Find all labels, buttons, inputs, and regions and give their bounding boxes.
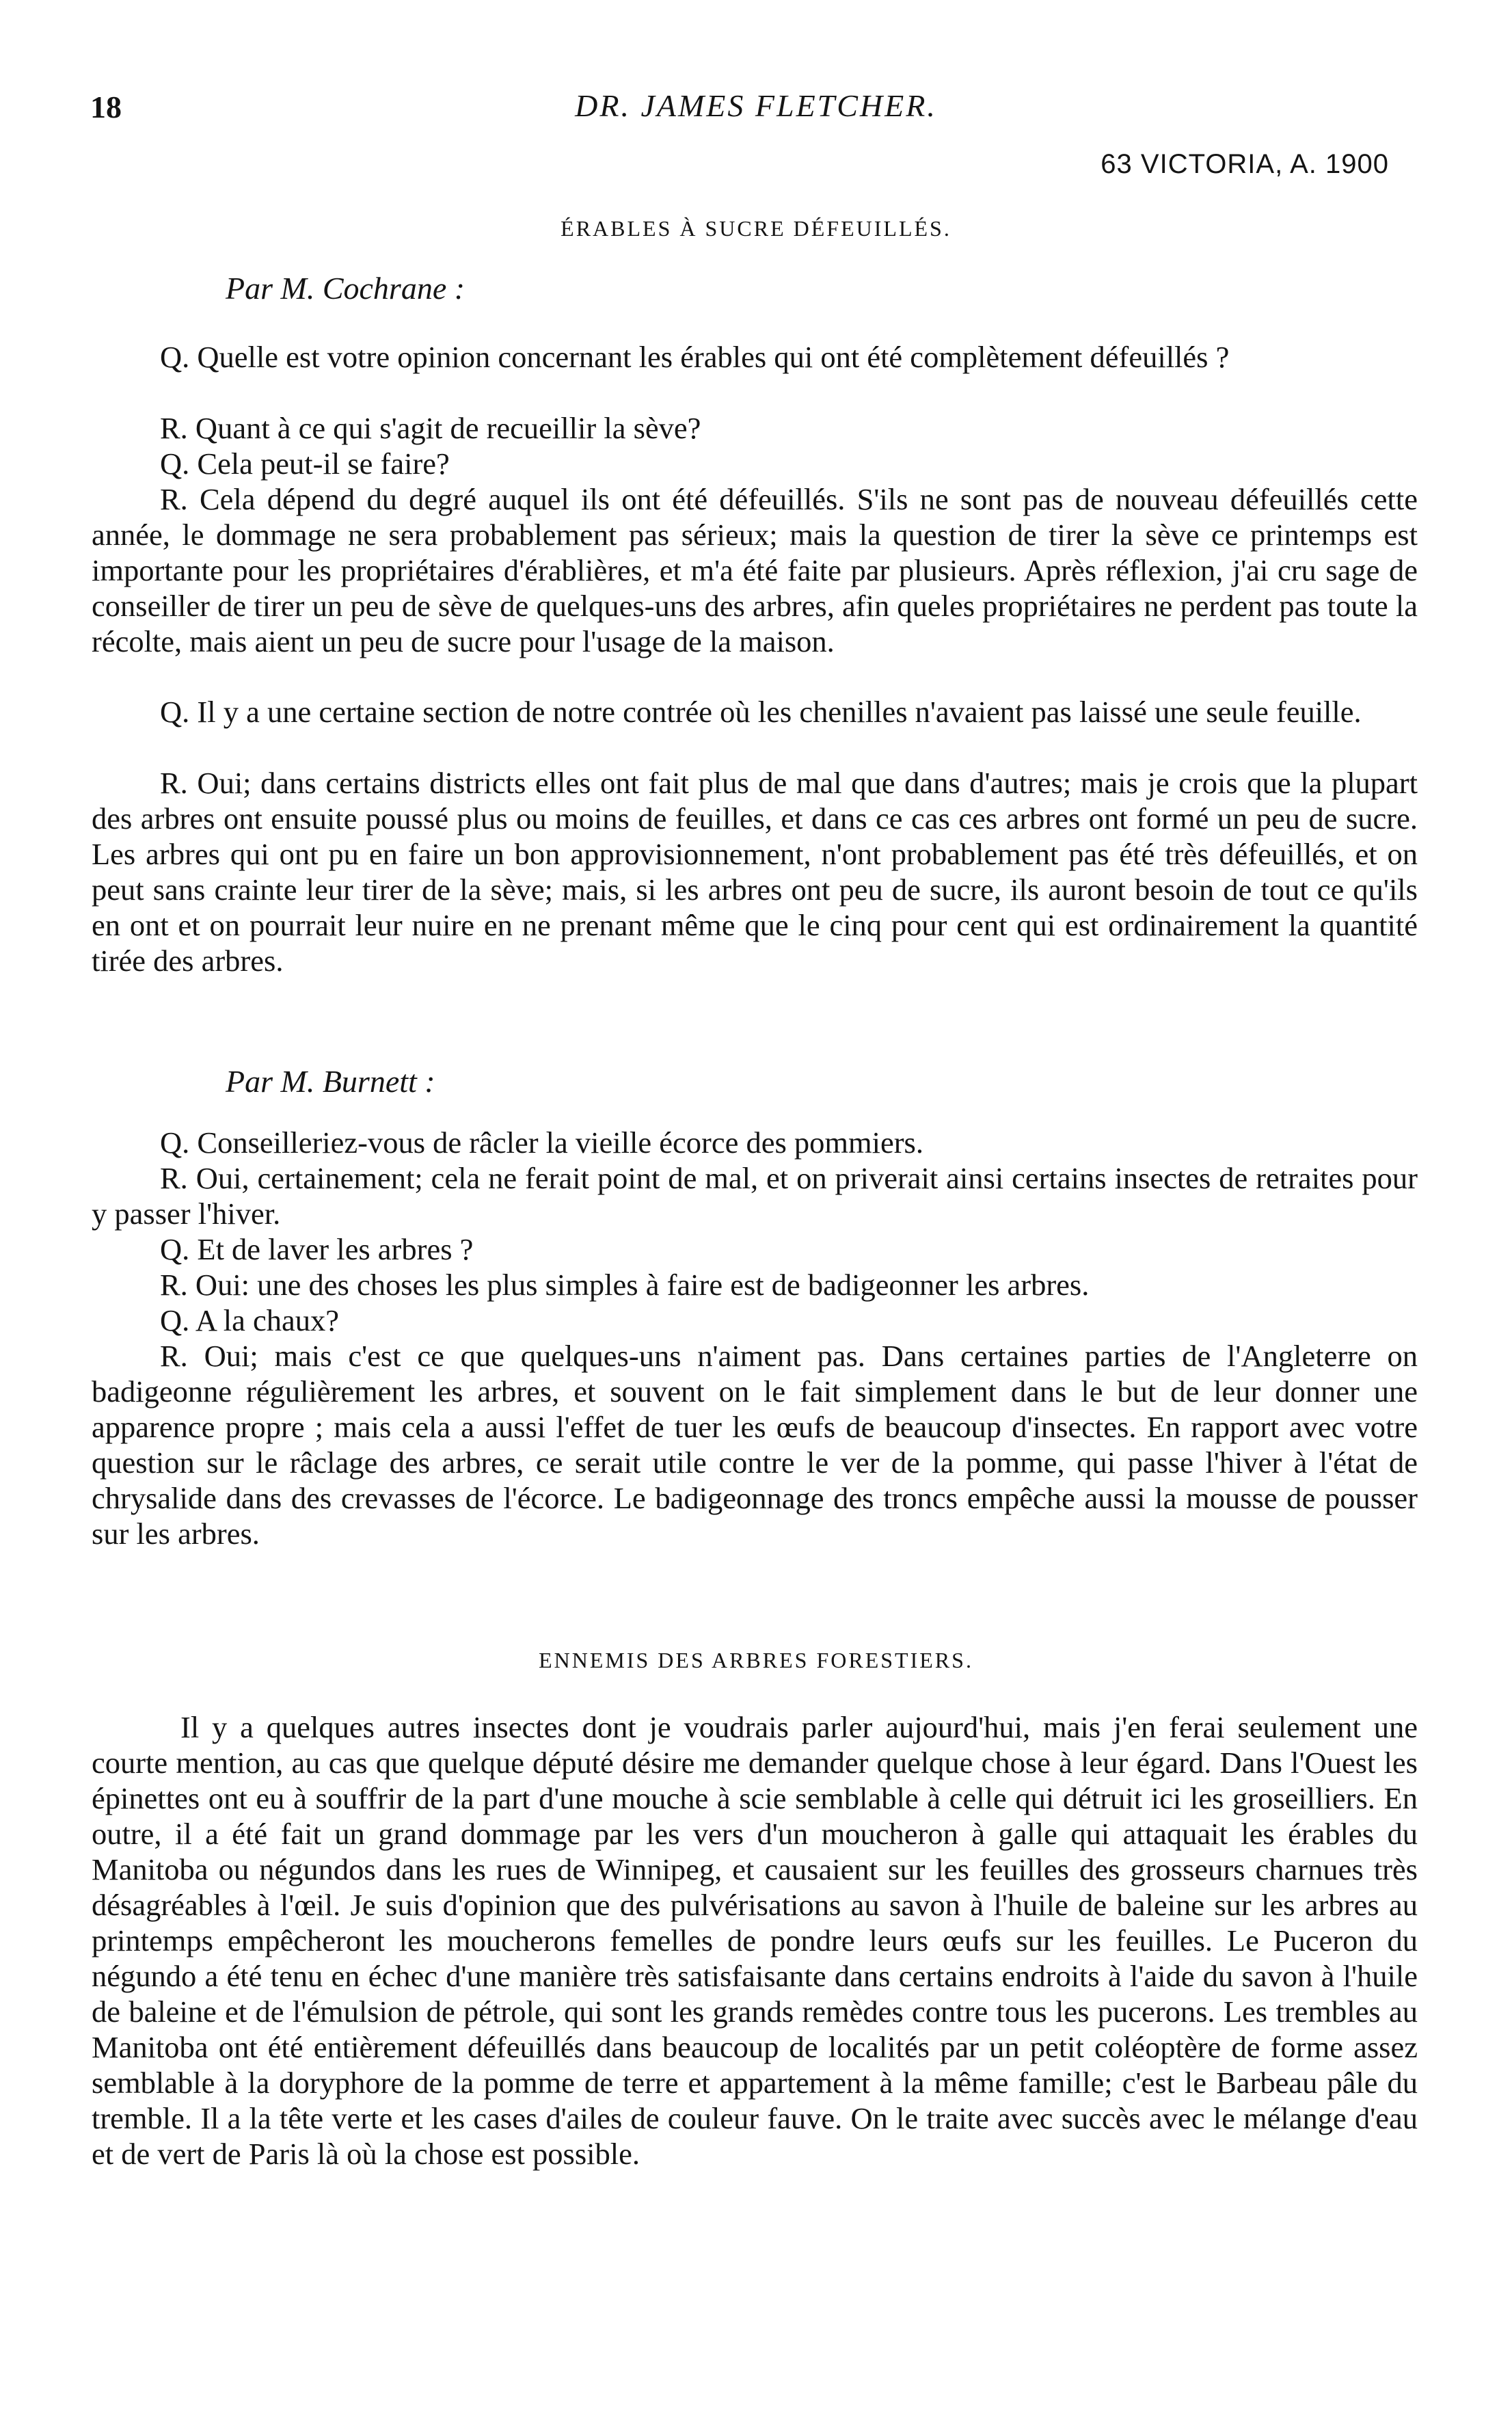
paragraph: Q. Et de laver les arbres ?: [160, 1232, 474, 1266]
paragraph: R. Oui: une des choses les plus simples à faire est de badigeonner les arbres.: [160, 1268, 1090, 1302]
paragraph: Il y a quelques autres insectes dont je voudrais parler aujourd'hui, mais j'en ferai seulement une courte mention, au cas que quelque député désire me demander quelque chose à leur égard. Dans l'Ouest les épinettes ont eu à souffrir de la part d'une mouche à scie semblable à celle qui détruit ici les groseilliers. En outre, il a été fait un grand dommage par les vers d'un moucheron à galle qui attaquait les érables du Manitoba ou négundos dans les rues de Winnipeg, et causaient sur les feuilles des grosseurs charnues très désagréables à l'œil. Je suis d'opinion que des pulvérisations au savon à l'huile de baleine sur les arbres au printemps empêcheront les moucherons femelles de pondre leurs œufs sur les feuilles. Le Puceron du négundo a été tenu en échec d'une manière très satisfaisante dans certains endroits à l'aide du savon à l'huile de baleine et de l'émulsion de pétrole, qui sont les grands remèdes contre tous les pucerons. Les trembles au Manitoba ont été entièrement défeuillés dans beaucoup de localités par un petit coléoptère de forme assez semblable à la doryphore de la pomme de terre et appartement à la même famille; c'est le Barbeau pâle du tremble. Il a la tête verte et les cases d'ailes de couleur fauve. On le traite avec succès avec le mélange d'eau et de vert de Paris là où la chose est possible.: [92, 1710, 1418, 2171]
running-header-session: 63 VICTORIA, A. 1900: [1101, 149, 1389, 179]
paragraph: Q. Quelle est votre opinion concernant les érables qui ont été complètement défeuillés ?: [160, 340, 1230, 374]
speaker-burnett: Par M. Burnett :: [226, 1064, 435, 1099]
paragraph: R. Oui, certainement; cela ne ferait point de mal, et on priverait ainsi certains insectes de retraites pour y passer l'hiver.: [92, 1161, 1418, 1231]
page-number: 18: [90, 90, 122, 124]
paragraph: R. Cela dépend du degré auquel ils ont été défeuillés. S'ils ne sont pas de nouveau défeuillés cette année, le dommage ne sera probablement pas sérieux; mais la question de tirer la sève ce printemps est importante pour les propriétaires d'érablières, et m'a été faite par plusieurs. Après réflexion, j'ai cru sage de conseiller de tirer un peu de sève de quelques-uns des arbres, afin queles propriétaires ne perdent pas toute la récolte, mais aient un peu de sucre pour l'usage de la maison.: [92, 482, 1418, 658]
paragraph: Q. A la chaux?: [160, 1303, 339, 1337]
running-header-author: DR. JAMES FLETCHER.: [575, 88, 937, 123]
paragraph: Q. Conseilleriez-vous de râcler la vieille écorce des pommiers.: [160, 1125, 923, 1160]
paragraph: R. Quant à ce qui s'agit de recueillir la sève?: [160, 411, 701, 445]
paragraph: R. Oui; dans certains districts elles ont fait plus de mal que dans d'autres; mais je crois que la plupart des arbres ont ensuite poussé plus ou moins de feuilles, et dans ce cas ces arbres ont formé un peu de sucre. Les arbres qui ont pu en faire un bon approvisionnement, n'ont probablement pas été très défeuillés, et on peut sans crainte leur tirer de la sève; mais, si les arbres ont peu de sucre, ils auront besoin de tout ce qu'ils en ont et on pourrait leur nuire en ne prenant même que le cinq pour cent qui est ordinairement la quantité tirée des arbres.: [92, 766, 1418, 978]
section-heading-ennemis: ENNEMIS DES ARBRES FORESTIERS.: [539, 1648, 973, 1672]
paragraph: Q. Cela peut-il se faire?: [160, 446, 450, 481]
paragraph: Q. Il y a une certaine section de notre contrée où les chenilles n'avaient pas laissé une seule feuille.: [160, 695, 1362, 729]
section-heading-erables: ÉRABLES À SUCRE DÉFEUILLÉS.: [561, 216, 951, 241]
speaker-cochrane: Par M. Cochrane :: [226, 271, 465, 306]
paragraph: R. Oui; mais c'est ce que quelques-uns n'aiment pas. Dans certaines parties de l'Angleterre on badigeonne régulièrement les arbres, et souvent on le fait simplement dans le but de leur donner une apparence propre ; mais cela a aussi l'effet de tuer les œufs de beaucoup d'insectes. En rapport avec votre question sur le râclage des arbres, ce serait utile contre le ver de la pomme, qui passe l'hiver à l'état de chrysalide dans des crevasses de l'écorce. Le badigeonnage des troncs empêche aussi la mousse de pousser sur les arbres.: [92, 1339, 1418, 1551]
